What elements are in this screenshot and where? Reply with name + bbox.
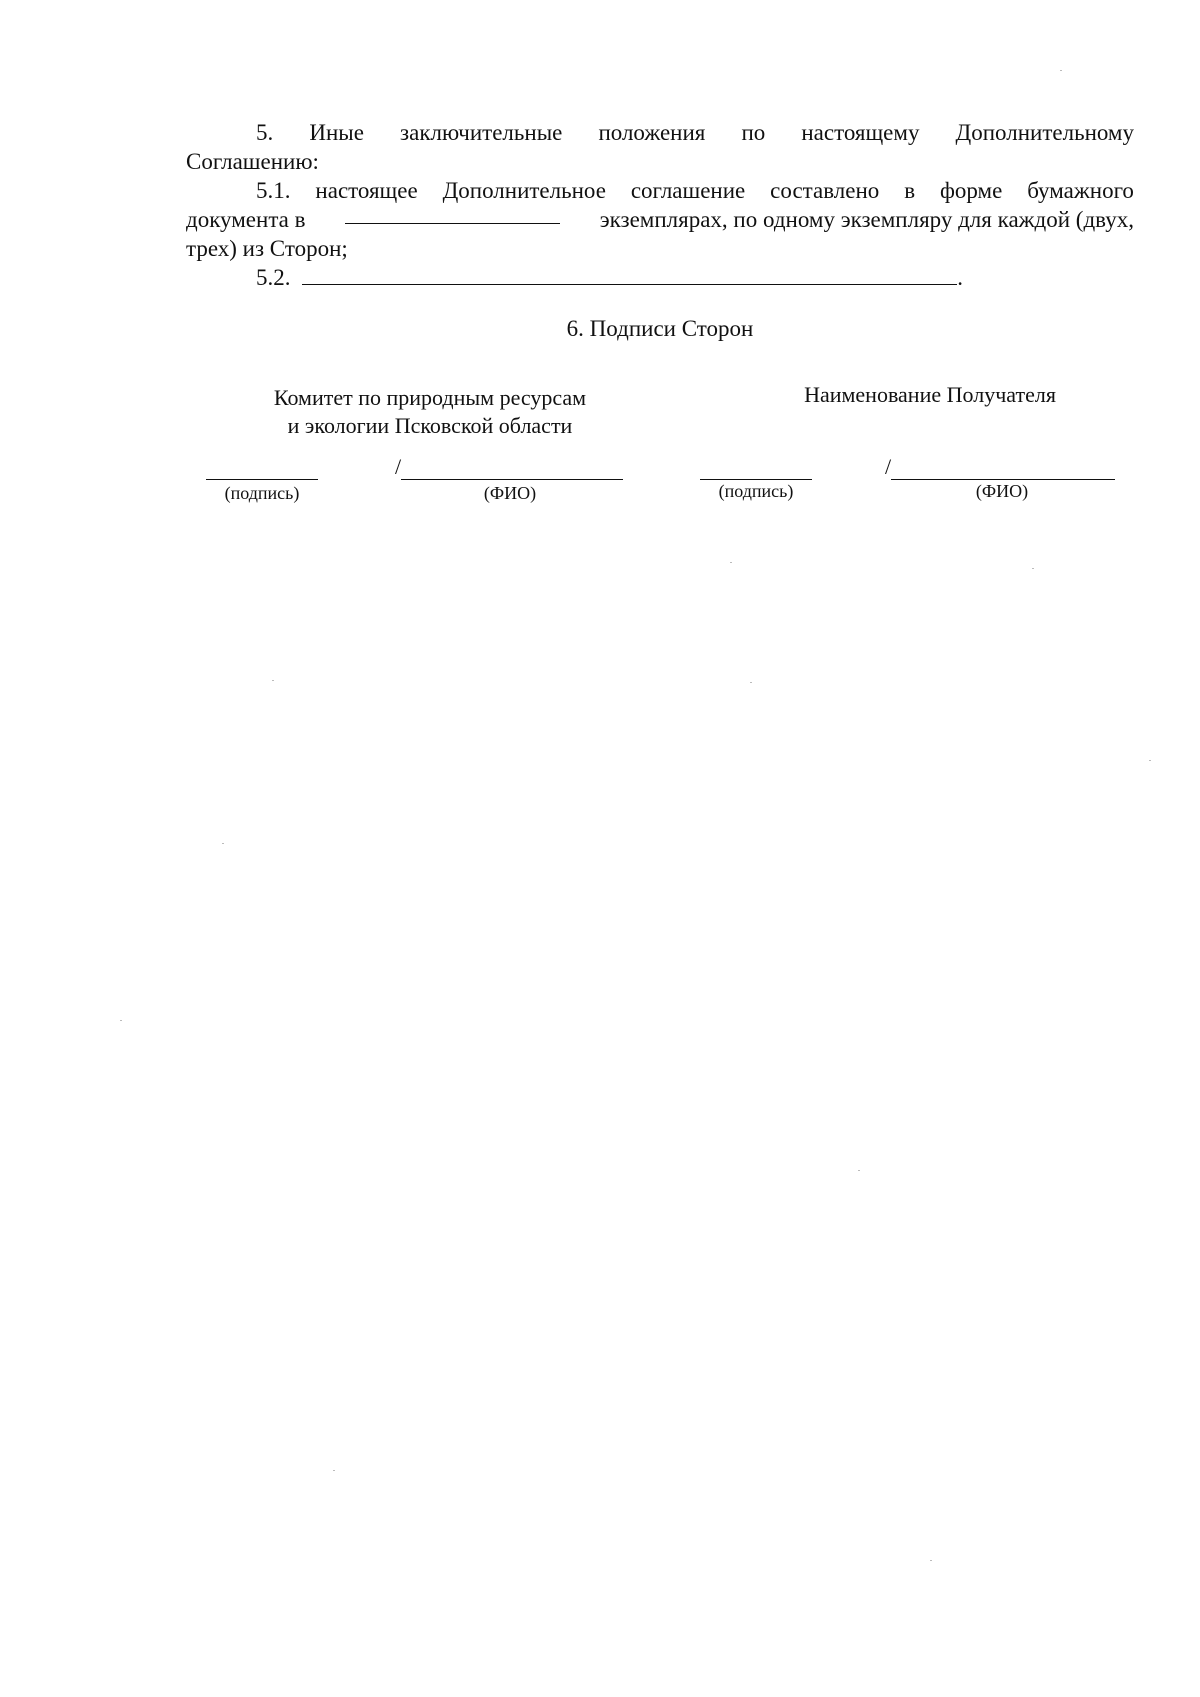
p51-word: соглашение [630,178,746,203]
paragraph-5-1-line-2 [186,205,1134,234]
heading-word: заключительные [400,120,563,145]
section-6-title: 6. Подписи Сторон [566,316,754,341]
left-name-line[interactable] [401,479,623,480]
scan-speck [1032,568,1034,569]
scan-speck [730,562,732,563]
p51-word: Дополнительное [442,178,606,203]
right-slash: / [885,454,892,479]
p51-word: 5.1. [256,178,291,203]
scan-speck [750,682,752,683]
left-signature-line[interactable] [206,479,318,480]
heading-word: Иные [309,120,364,145]
scan-speck [272,680,274,681]
scan-speck [120,1020,122,1021]
heading-word: по [741,120,766,145]
p52-blank[interactable] [302,266,957,285]
p51-word: бумажного [1027,178,1134,203]
scan-speck [1149,760,1151,761]
heading-word: 5. [256,120,274,145]
p51-word: в [904,178,916,203]
left-signature-caption: (подпись) [224,483,300,503]
p51-prefix: документа в [186,207,306,232]
p52-number: 5.2. [256,265,291,290]
section-5-heading [186,118,1134,147]
scan-speck [930,1560,932,1561]
scan-speck [222,843,224,844]
left-name-caption: (ФИО) [483,483,537,503]
left-party-name [240,384,620,440]
right-signature-line[interactable] [700,479,812,480]
left-party-line-1: Комитет по природным ресурсам [273,385,587,410]
p51-word: составлено [770,178,880,203]
p51-suffix: экземплярах, по одному экземпляру для каждой (двух, [599,207,1134,232]
scan-speck [333,1470,335,1471]
paragraph-5-1-line-1 [186,176,1134,205]
left-party-line-2: и экологии Псковской области [287,413,573,438]
paragraph-5-2 [186,263,1134,292]
scan-speck [1060,70,1062,71]
paragraph-5-1-line-3: трех) из Сторон; [186,236,348,261]
p51-word: настоящее [315,178,418,203]
heading-word: положения [598,120,706,145]
p51-word: форме [939,178,1003,203]
right-name-line[interactable] [891,479,1115,480]
heading-word: настоящему [801,120,920,145]
scan-speck [858,1170,860,1171]
right-signature-caption: (подпись) [718,481,794,501]
copies-count-blank[interactable] [345,205,560,224]
p52-period: . [957,265,963,290]
right-party-name: Наименование Получателя [804,382,1056,407]
right-name-caption: (ФИО) [975,481,1029,501]
section-5-heading-continuation: Соглашению: [186,149,319,174]
heading-word: Дополнительному [955,120,1134,145]
section-5 [186,118,1134,292]
left-slash: / [395,454,402,479]
